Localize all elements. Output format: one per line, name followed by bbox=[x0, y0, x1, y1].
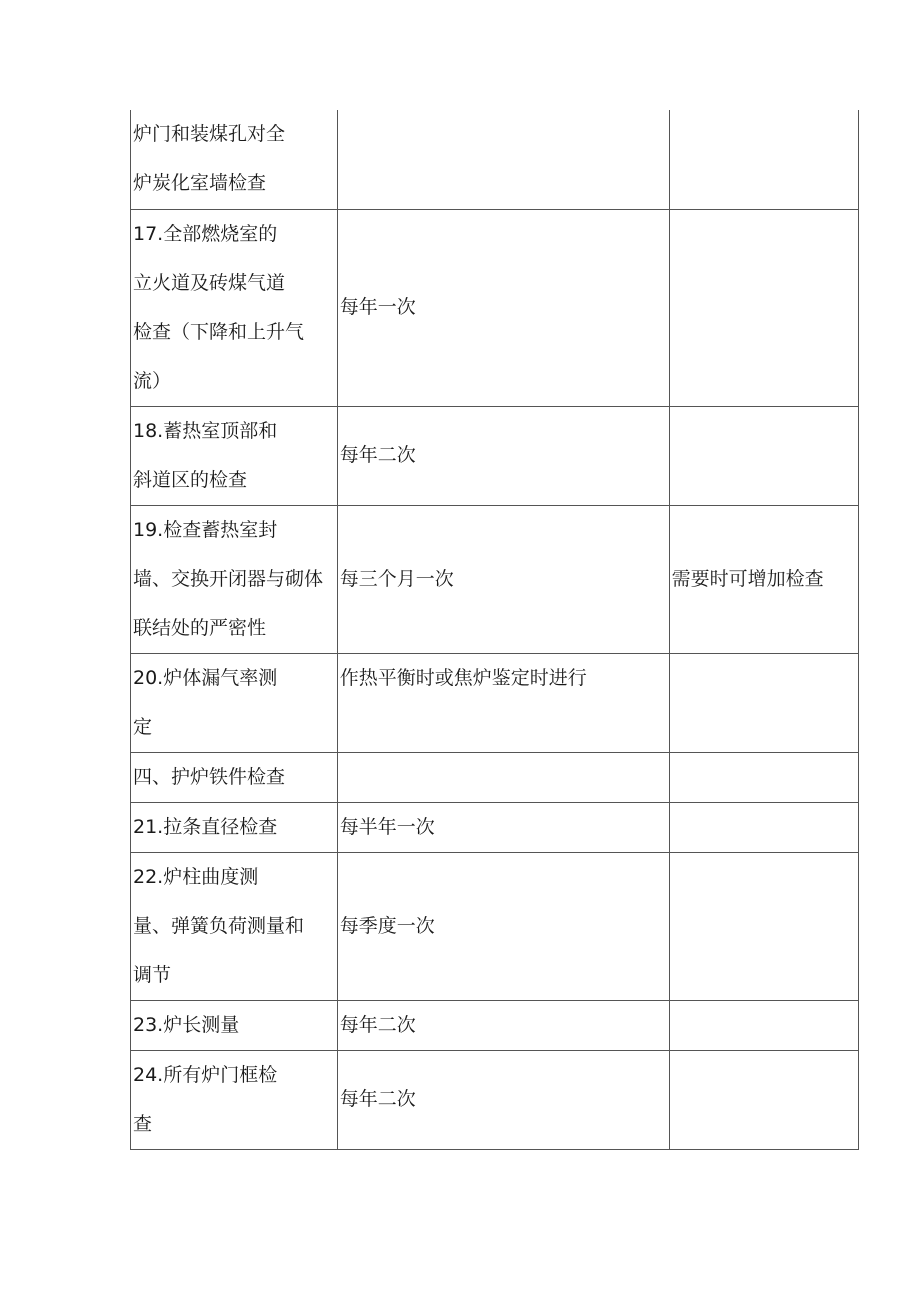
item-cell bbox=[131, 852, 338, 1000]
table-row bbox=[131, 1000, 859, 1050]
note-cell bbox=[669, 209, 858, 406]
item-text-line: 定 bbox=[133, 715, 153, 738]
frequency-cell: 每年二次 bbox=[337, 1050, 669, 1149]
item-text-line: 查 bbox=[133, 1112, 153, 1135]
note-cell bbox=[669, 406, 858, 505]
frequency-cell: 作热平衡时或焦炉鉴定时进行 bbox=[337, 653, 669, 752]
inspection-table bbox=[130, 110, 859, 1150]
note-cell bbox=[669, 802, 858, 852]
table-row bbox=[131, 802, 859, 852]
item-cell bbox=[131, 209, 338, 406]
item-cell bbox=[131, 653, 338, 752]
item-cell bbox=[131, 110, 338, 209]
table-row bbox=[131, 209, 859, 406]
frequency-cell: 每三个月一次 bbox=[337, 505, 669, 653]
item-text-line: 22.炉柱曲度测 bbox=[133, 865, 259, 888]
item-cell bbox=[131, 406, 338, 505]
frequency-cell bbox=[337, 752, 669, 802]
note-cell bbox=[669, 1000, 858, 1050]
item-text-line: 流） bbox=[133, 369, 172, 392]
section-heading-cell: 四、护炉铁件检查 bbox=[131, 752, 338, 802]
item-text-line: 炉炭化室墙检查 bbox=[133, 172, 267, 195]
item-text-line: 立火道及砖煤气道 bbox=[133, 271, 286, 294]
item-text-line: 调节 bbox=[133, 963, 172, 986]
table-row bbox=[131, 653, 859, 752]
frequency-cell: 每季度一次 bbox=[337, 852, 669, 1000]
frequency-cell bbox=[337, 110, 669, 209]
frequency-cell: 每半年一次 bbox=[337, 802, 669, 852]
item-text-line: 18.蓄热室顶部和 bbox=[133, 419, 278, 442]
item-text-line: 24.所有炉门框检 bbox=[133, 1063, 278, 1086]
item-text-line: 检查（下降和上升气 bbox=[133, 320, 305, 343]
item-cell: 23.炉长测量 bbox=[131, 1000, 338, 1050]
table-row bbox=[131, 752, 859, 802]
item-text-line: 17.全部燃烧室的 bbox=[133, 222, 278, 245]
table-row bbox=[131, 505, 859, 653]
note-cell: 需要时可增加检查 bbox=[669, 505, 858, 653]
note-cell bbox=[669, 110, 858, 209]
item-cell bbox=[131, 1050, 338, 1149]
item-text-line: 联结处的严密性 bbox=[133, 616, 267, 639]
item-text-line: 炉门和装煤孔对全 bbox=[133, 123, 286, 146]
item-cell: 21.拉条直径检查 bbox=[131, 802, 338, 852]
table-row bbox=[131, 852, 859, 1000]
note-cell bbox=[669, 653, 858, 752]
table-row bbox=[131, 110, 859, 209]
frequency-cell: 每年二次 bbox=[337, 1000, 669, 1050]
table-row bbox=[131, 406, 859, 505]
item-cell bbox=[131, 505, 338, 653]
note-cell bbox=[669, 752, 858, 802]
note-cell bbox=[669, 852, 858, 1000]
item-text-line: 量、弹簧负荷测量和 bbox=[133, 914, 305, 937]
table-row bbox=[131, 1050, 859, 1149]
item-text-line: 斜道区的检查 bbox=[133, 468, 248, 491]
frequency-cell: 每年二次 bbox=[337, 406, 669, 505]
item-text-line: 墙、交换开闭器与砌体 bbox=[133, 567, 324, 590]
item-text-line: 20.炉体漏气率测 bbox=[133, 666, 278, 689]
frequency-cell: 每年一次 bbox=[337, 209, 669, 406]
item-text-line: 19.检查蓄热室封 bbox=[133, 518, 278, 541]
note-cell bbox=[669, 1050, 858, 1149]
